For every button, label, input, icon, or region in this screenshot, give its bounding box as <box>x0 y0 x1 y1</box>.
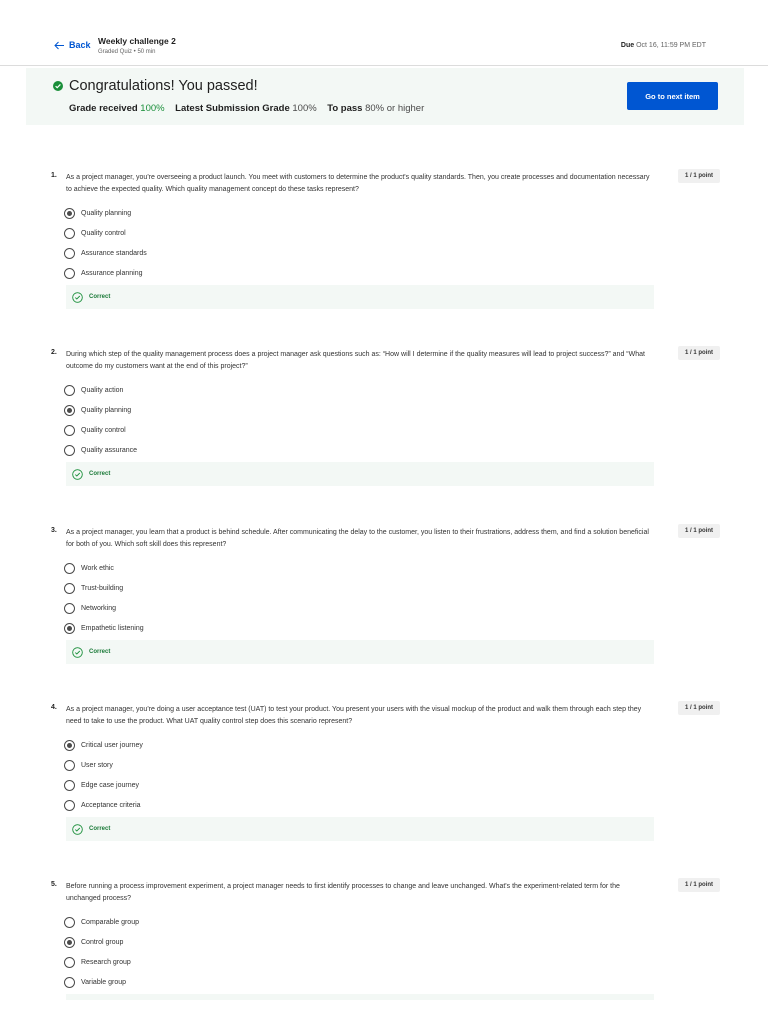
feedback-label: Correct <box>89 826 111 832</box>
radio-selected-icon[interactable] <box>64 623 75 634</box>
answer-option-label: Variable group <box>81 978 127 986</box>
answer-option[interactable] <box>64 975 126 989</box>
radio-empty-icon[interactable] <box>64 780 75 791</box>
answer-option-label: Assurance planning <box>81 269 143 277</box>
answer-option[interactable] <box>64 423 126 437</box>
points-badge: 1 / 1 point <box>678 878 720 892</box>
answer-option-label: Quality control <box>81 426 126 434</box>
result-banner <box>26 68 744 125</box>
feedback-box <box>66 817 654 841</box>
answer-option-label: Research group <box>81 958 131 966</box>
answer-option-label: Quality action <box>81 386 124 394</box>
radio-empty-icon[interactable] <box>64 268 75 279</box>
feedback-box <box>66 285 654 309</box>
radio-empty-icon[interactable] <box>64 385 75 396</box>
question-text: As a project manager, you're doing a user acceptance test (UAT) to test your product. You present your users with the visual mockup of the product and walk them through each step they need to take to use the product. What UAT quality control step does this scenario represent? <box>66 706 642 725</box>
feedback-box <box>66 462 654 486</box>
answer-option[interactable] <box>64 226 126 240</box>
points-badge: 1 / 1 point <box>678 169 720 183</box>
radio-empty-icon[interactable] <box>64 760 75 771</box>
answer-option[interactable] <box>64 266 143 280</box>
question-text: During which step of the quality management process does a project manager ask questions such as: “How will I determine if the quality measures will lead to project success?” and “What outcome do my customers want at the end of this project?” <box>66 351 645 370</box>
answer-option-label: Assurance standards <box>81 249 147 257</box>
feedback-box <box>66 994 654 1000</box>
radio-empty-icon[interactable] <box>64 957 75 968</box>
answer-option[interactable] <box>64 935 123 949</box>
answer-option-label: Trust-building <box>81 584 124 592</box>
points-badge: 1 / 1 point <box>678 346 720 360</box>
question-number: 4. <box>51 704 57 711</box>
answer-option-label: Quality assurance <box>81 446 138 454</box>
check-circle-outline-icon <box>72 824 83 835</box>
radio-empty-icon[interactable] <box>64 603 75 614</box>
due-value: Oct 16, 11:59 PM EDT <box>636 42 706 49</box>
radio-empty-icon[interactable] <box>64 917 75 928</box>
answer-option-label: Comparable group <box>81 918 139 926</box>
answer-option[interactable] <box>64 798 141 812</box>
answer-option[interactable] <box>64 403 131 417</box>
due-label: Due <box>620 42 635 49</box>
latest-grade-label: Latest Submission Grade <box>175 103 290 114</box>
to-pass-value: 80% or higher <box>365 103 425 114</box>
question-number: 2. <box>51 349 57 356</box>
check-circle-outline-icon <box>72 292 83 303</box>
back-link[interactable] <box>54 40 91 50</box>
radio-empty-icon[interactable] <box>64 977 75 988</box>
radio-selected-icon[interactable] <box>64 405 75 416</box>
points-badge: 1 / 1 point <box>678 524 720 538</box>
question-number: 5. <box>51 881 57 888</box>
radio-empty-icon[interactable] <box>64 425 75 436</box>
radio-selected-icon[interactable] <box>64 937 75 948</box>
question-text: Before running a process improvement experiment, a project manager needs to first identify processes to change and leave unchanged. What's the experiment-related term for the unchanged process? <box>66 883 620 902</box>
answer-option-label: Networking <box>81 604 117 612</box>
answer-option[interactable] <box>64 561 114 575</box>
banner-title: Congratulations! You passed! <box>69 78 258 94</box>
question-number: 3. <box>51 527 57 534</box>
answer-option[interactable] <box>64 206 131 220</box>
feedback-label: Correct <box>89 294 111 300</box>
back-label: Back <box>69 40 91 50</box>
to-pass-label: To pass <box>327 103 363 114</box>
radio-empty-icon[interactable] <box>64 800 75 811</box>
grade-received-value: 100% <box>140 103 165 114</box>
answer-option[interactable] <box>64 601 116 615</box>
answer-option-label: Quality control <box>81 229 126 237</box>
latest-grade-value: 100% <box>292 103 317 114</box>
top-bar <box>0 0 768 66</box>
check-circle-outline-icon <box>72 647 83 658</box>
quiz-subtitle: Graded Quiz • 50 min <box>98 49 156 55</box>
radio-selected-icon[interactable] <box>64 208 75 219</box>
due-date <box>621 42 706 49</box>
go-to-next-item-button[interactable]: Go to next item <box>627 82 718 110</box>
radio-empty-icon[interactable] <box>64 583 75 594</box>
answer-option[interactable] <box>64 738 143 752</box>
radio-empty-icon[interactable] <box>64 563 75 574</box>
answer-option[interactable] <box>64 758 113 772</box>
answer-option[interactable] <box>64 915 139 929</box>
quiz-title: Weekly challenge 2 <box>98 36 176 46</box>
grade-summary <box>69 103 424 114</box>
radio-empty-icon[interactable] <box>64 445 75 456</box>
feedback-label: Correct <box>89 649 111 655</box>
question-text: As a project manager, you're overseeing a product launch. You meet with customers to determine the product's quality standards. Then, you create processes and documentation necessary to achieve the expected quality. Which quality management concept do these tasks represent? <box>66 174 650 193</box>
answer-option-label: Critical user journey <box>81 741 143 749</box>
grade-received-label: Grade received <box>69 103 138 114</box>
arrow-left-icon <box>54 41 65 50</box>
answer-option-label: Acceptance criteria <box>81 801 141 809</box>
answer-option-label: Edge case journey <box>81 781 139 789</box>
radio-selected-icon[interactable] <box>64 740 75 751</box>
answer-option-label: Quality planning <box>81 406 132 414</box>
radio-empty-icon[interactable] <box>64 248 75 259</box>
answer-option[interactable] <box>64 383 123 397</box>
answer-option[interactable] <box>64 246 147 260</box>
answer-option-label: User story <box>81 761 113 769</box>
answer-option-label: Empathetic listening <box>81 624 144 632</box>
feedback-label: Correct <box>89 471 111 477</box>
question-number: 1. <box>51 172 57 179</box>
answer-option[interactable] <box>64 581 123 595</box>
feedback-box <box>66 640 654 664</box>
question-text: As a project manager, you learn that a product is behind schedule. After communicating the delay to the customer, you listen to their frustrations, address them, and find a solution beneficial for both of you. Which soft skill does this represent? <box>66 529 649 548</box>
check-circle-icon <box>53 81 63 91</box>
answer-option-label: Control group <box>81 938 124 946</box>
answer-option[interactable] <box>64 621 144 635</box>
answer-option[interactable] <box>64 443 137 457</box>
answer-option[interactable] <box>64 778 139 792</box>
answer-option-label: Work ethic <box>81 564 114 572</box>
radio-empty-icon[interactable] <box>64 228 75 239</box>
points-badge: 1 / 1 point <box>678 701 720 715</box>
check-circle-outline-icon <box>72 469 83 480</box>
answer-option[interactable] <box>64 955 131 969</box>
answer-option-label: Quality planning <box>81 209 132 217</box>
